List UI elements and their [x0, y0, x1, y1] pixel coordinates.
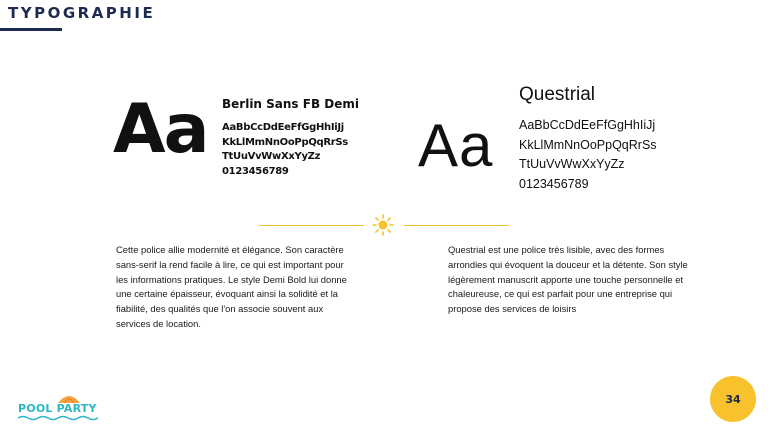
- waves-icon: [18, 415, 98, 421]
- title-underline: [0, 28, 62, 31]
- glyph-line: AaBbCcDdEeFfGgHhIiJj: [519, 118, 656, 132]
- page-title: TYPOGRAPHIE: [8, 4, 156, 22]
- divider-line-left: [259, 225, 364, 226]
- description-questrial: Questrial est une police très lisible, avec des formes arrondies qui évoquent la douceur et la détente. Son style légèrement manuscrit apporte une touche personnelle et chaleureuse, ce qui est parfait pour une entreprise qui propose des services de loisirs: [448, 244, 688, 315]
- logo-text: POOL PARTY: [18, 402, 97, 415]
- pool-party-logo: [18, 396, 104, 422]
- glyph-set-questrial: [519, 116, 657, 194]
- font-name-questrial: Questrial: [519, 84, 596, 105]
- glyph-line: AaBbCcDdEeFfGgHhIiJj: [222, 122, 344, 133]
- sun-icon: [372, 214, 394, 236]
- glyph-line: KkLlMmNnOoPpQqRrSs: [519, 137, 657, 152]
- glyph-line: TtUuVvWwXxYyZz: [519, 157, 625, 171]
- font-sample-questrial: Aa: [418, 112, 494, 179]
- glyph-line: 0123456789: [519, 176, 589, 191]
- glyph-line: 0123456789: [222, 165, 289, 177]
- font-name-berlin: Berlin Sans FB Demi: [222, 97, 359, 111]
- description-berlin: Cette police allie modernité et élégance. Son caractère sans-serif la rend facile à lire, ce qui est important pour les informations pratiques. Le style Demi Bold lui donne une certaine épaisseur, évoquant ainsi la solidité et la fiabilité, des qualités que l'on associe souvent aux services de location.: [116, 244, 347, 329]
- divider-line-right: [404, 225, 509, 226]
- glyph-set-berlin: [222, 121, 372, 179]
- font-sample-berlin: Aa: [113, 90, 208, 169]
- glyph-line: KkLlMmNnOoPpQqRrSs: [222, 136, 348, 148]
- glyph-line: TtUuVvWwXxYyZz: [222, 151, 321, 162]
- page-number-badge: 34: [710, 376, 756, 422]
